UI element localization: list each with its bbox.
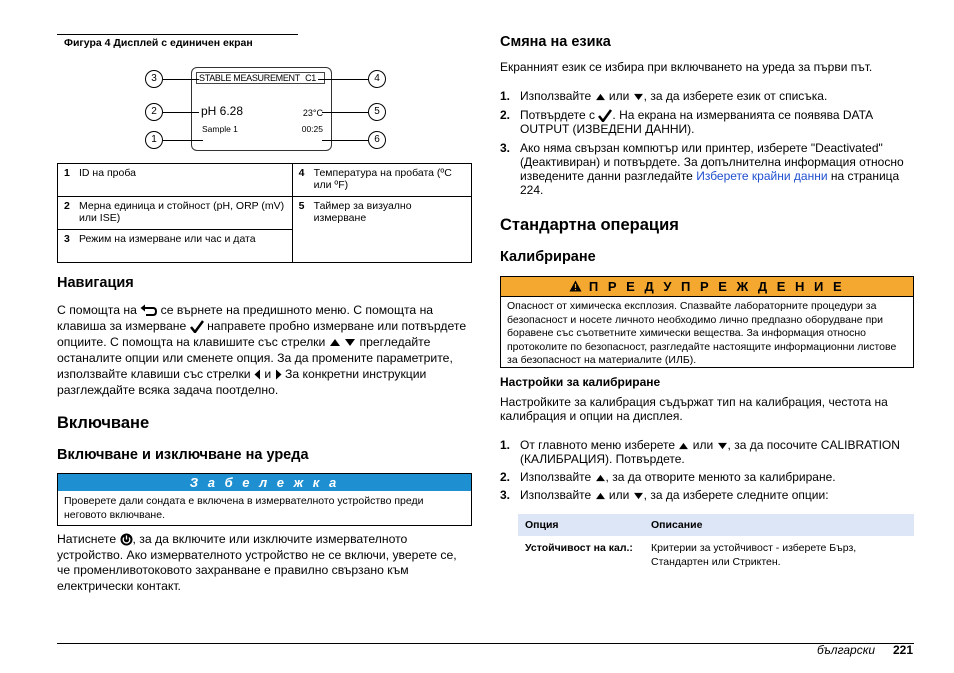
note-text: Проверете дали сондата е включена в измервателното устройство преди неговото включване. [64, 495, 424, 521]
power-icon [120, 533, 133, 546]
display-chamber-id: C1 [305, 73, 316, 83]
language-heading: Смяна на езика [500, 34, 611, 50]
warning-title [501, 277, 913, 297]
note-title: З а б е л е ж к а [58, 474, 471, 491]
calibration-settings-intro: Настройките за калибрация съдържат тип на калибрация, честота на калибрация и опции на дисплея. [500, 395, 888, 423]
step-text: От главното меню изберете [520, 438, 676, 452]
nav-text-6: За конкретни инструкции разглеждайте всяка задача поотделно. [57, 367, 427, 397]
step-text: Използвайте [520, 89, 592, 103]
callout-2: 2 [145, 103, 163, 121]
power-heading: Включване [57, 414, 150, 432]
arrow-up-icon [595, 474, 606, 482]
arrow-right-icon [275, 369, 282, 380]
leader-line-4 [318, 79, 368, 80]
legend-num: 1 [58, 164, 74, 197]
warning-title-text: П Р Е Д У П Р Е Ж Д Е Н И Е [588, 279, 845, 294]
calibration-steps [500, 438, 914, 502]
step-number: 2. [500, 470, 511, 484]
arrow-down-icon [633, 93, 644, 101]
calibration-heading: Калибриране [500, 249, 596, 265]
callout-1: 1 [145, 131, 163, 149]
list-item [500, 488, 914, 502]
nav-text-5: и [264, 367, 272, 381]
calibration-settings-heading: Настройки за калибриране [500, 375, 661, 389]
legend-num: 3 [58, 230, 74, 263]
calibration-options-table [518, 514, 914, 574]
navigation-text [57, 302, 473, 398]
page-number: 221 [893, 643, 914, 657]
legend-text: Таймер за визуално измерване [308, 197, 472, 263]
leader-line-2 [163, 112, 199, 113]
footer-rule [57, 643, 914, 644]
arrow-down-icon [344, 338, 356, 347]
legend-num: 4 [292, 164, 308, 197]
table-row [58, 164, 472, 197]
column-header-description: Описание [644, 514, 914, 536]
power-text [57, 532, 473, 594]
display-header [196, 72, 325, 84]
nav-text-2: се върнете на предишното меню. С помощта на клавиша за измерване [57, 303, 434, 333]
step-text: , за да изберете следните опции: [643, 488, 829, 502]
callout-5: 5 [368, 103, 386, 121]
legend-text: Температура на пробата (ºC или ºF) [308, 164, 472, 197]
list-item [500, 470, 914, 484]
list-item [500, 141, 914, 197]
step-number: 3. [500, 141, 511, 156]
step-text: Използвайте [520, 488, 592, 502]
select-output-link[interactable]: Изберете крайни данни [696, 169, 828, 184]
step-number: 2. [500, 108, 511, 122]
warning-icon [569, 280, 582, 292]
list-item [500, 89, 914, 103]
step-number: 3. [500, 488, 511, 502]
legend-num: 5 [292, 197, 308, 263]
callout-6: 6 [368, 131, 386, 149]
list-item [500, 108, 914, 136]
figure-legend-table [57, 163, 472, 263]
figure-caption: Фигура 4 Дисплей с единичен екран [64, 37, 253, 49]
option-description: Критерии за устойчивост - изберете Бърз, Стандартен или Стриктен. [651, 542, 857, 568]
step-text: или [692, 438, 714, 452]
nav-text-1: С помощта на [57, 303, 137, 317]
step-number: 1. [500, 89, 511, 103]
power-text-1: Натиснете [57, 532, 117, 546]
navigation-heading: Навигация [57, 275, 134, 291]
step-text: на страница 224. [520, 169, 900, 198]
step-text: Използвайте [520, 470, 592, 484]
step-text: Ако няма свързан компютър или принтер, изберете "Deactivated" (Деактивиран) и потвърдете. За допълнителна информация относно изведените данни разгледайте [520, 141, 904, 184]
warning-text: Опасност от химическа експлозия. Спазвайте лабораторните процедури за безопасност и носете личното необходимо лично предпазно оборудване при боравене със съответните химически вещества. За информация относно протоколите по безопасност, разгледайте настоящите информационни листове за безопасност на материалите (ИЛБ). [507, 300, 897, 366]
leader-line-6 [322, 140, 368, 141]
meter-display [191, 67, 332, 151]
step-text: Потвърдете с [520, 108, 596, 122]
language-steps [500, 89, 914, 197]
step-text: или [608, 488, 630, 502]
list-item [500, 438, 914, 466]
step-text: , за да изберете език от списъка. [643, 89, 828, 103]
leader-line-5 [322, 112, 368, 113]
callout-4: 4 [368, 70, 386, 88]
arrow-up-icon [595, 492, 606, 500]
option-name: Устойчивост на кал.: [525, 542, 633, 554]
legend-text: Режим на измерване или час и дата [73, 230, 292, 263]
checkmark-icon [598, 109, 612, 122]
table-header-row [518, 514, 914, 536]
arrow-left-icon [254, 369, 261, 380]
step-text: или [608, 89, 630, 103]
arrow-up-icon [678, 442, 689, 450]
step-number: 1. [500, 438, 511, 452]
display-reading: pH 6.28 [201, 104, 244, 118]
legend-text: Мерна единица и стойност (pH, ORP (mV) или ISE) [73, 197, 292, 230]
standard-heading: Стандартна операция [500, 216, 679, 234]
step-text: , за да посочите CALIBRATION (КАЛИБРАЦИЯ). Потвърдете. [520, 438, 900, 466]
display-mode: STABLE MEASUREMENT [199, 73, 300, 83]
legend-num: 2 [58, 197, 74, 230]
figure-top-rule [57, 34, 298, 35]
arrow-down-icon [717, 442, 728, 450]
power-text-2: , за да включите или изключите измервателното устройство. Ако измервателното устройство не се включи, уверете се, че променливотоковото захранване е правилно свързано към електрически контакт. [57, 532, 457, 593]
nav-text-3: направете пробно измерване или потвърдете опциите. С помощта на клавишите със стрелки [57, 319, 467, 349]
note-box [57, 473, 472, 526]
leader-line-3 [163, 79, 199, 80]
step-text: , за да отворите менюто за калибриране. [605, 470, 836, 484]
table-row [58, 197, 472, 230]
callout-3: 3 [145, 70, 163, 88]
arrow-up-icon [329, 338, 341, 347]
warning-box [500, 276, 914, 368]
column-header-option: Опция [518, 514, 644, 536]
legend-text: ID на проба [73, 164, 292, 197]
arrow-up-icon [595, 93, 606, 101]
language-intro: Екранният език се избира при включването на уреда за първи път. [500, 60, 873, 74]
leader-line-1 [163, 140, 203, 141]
step-text: . На екрана на измерванията се появява DATA OUTPUT (ИЗВЕДЕНИ ДАННИ). [520, 108, 873, 137]
back-icon [140, 304, 157, 317]
table-row [518, 536, 914, 574]
arrow-down-icon [633, 492, 644, 500]
display-temperature: 23°C [302, 108, 323, 118]
footer-language: български [817, 643, 876, 657]
display-timer: 00:25 [301, 124, 323, 134]
nav-text-4: прегледайте останалите опции или сменете опция. За да промените параметрите, използвайте клавиши със стрелки [57, 335, 453, 381]
display-sample-id: Sample 1 [202, 124, 238, 134]
power-subheading: Включване и изключване на уреда [57, 447, 309, 463]
checkmark-icon [190, 320, 204, 333]
